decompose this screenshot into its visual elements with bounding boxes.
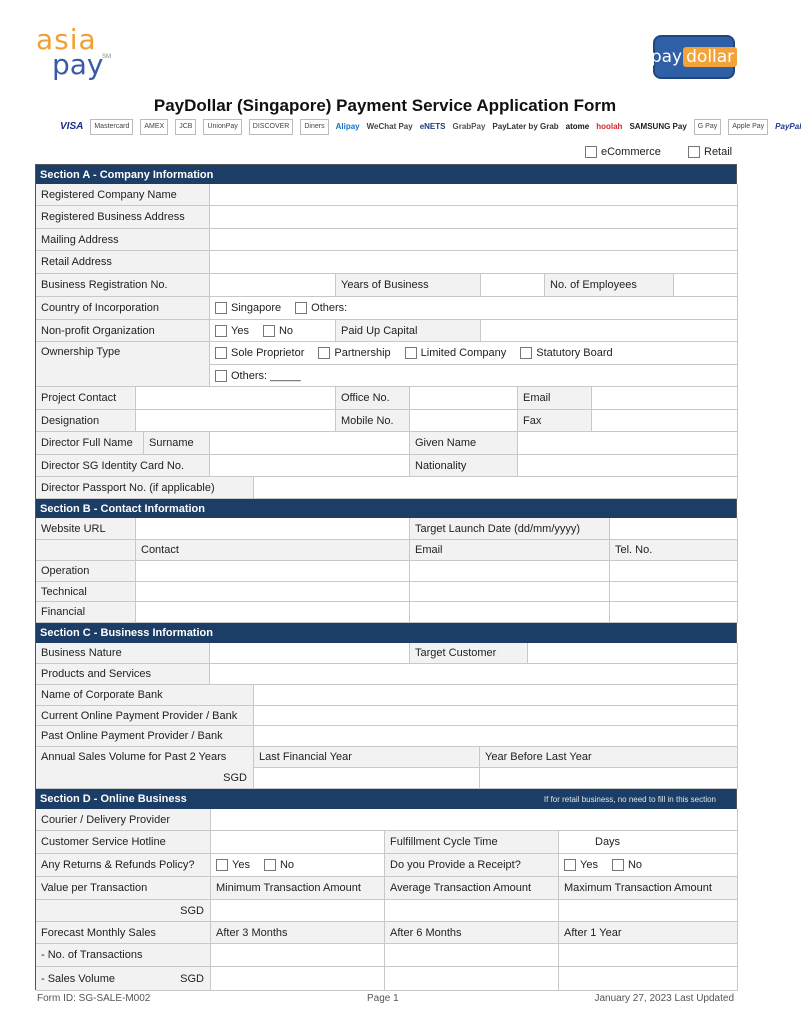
sales-vol-after1y-field[interactable] bbox=[559, 967, 738, 991]
sales-vol-sgd: SGD bbox=[180, 972, 204, 985]
form-id: Form ID: SG-SALE-M002 bbox=[37, 993, 151, 1004]
country-others-option[interactable] bbox=[295, 302, 347, 314]
technical-tel-field[interactable] bbox=[610, 582, 738, 602]
avg-amt-field[interactable] bbox=[385, 900, 559, 922]
mobile-no-field[interactable] bbox=[410, 410, 518, 432]
returns-label: Any Returns & Refunds Policy? bbox=[36, 854, 211, 877]
section-c-title: Section C - Business Information bbox=[40, 627, 213, 639]
partnership-checkbox[interactable] bbox=[318, 347, 330, 359]
no-tx-after6-field[interactable] bbox=[385, 944, 559, 967]
ownership-options bbox=[210, 342, 738, 365]
project-contact-field[interactable] bbox=[136, 387, 336, 410]
brand-discover: DISCOVER bbox=[249, 119, 294, 135]
asiapay-logo-bottom: pay bbox=[52, 48, 104, 81]
nonprofit-no-option[interactable] bbox=[263, 325, 293, 337]
retail-option[interactable] bbox=[688, 146, 732, 158]
section-c-header bbox=[36, 623, 736, 643]
partnership-option[interactable] bbox=[318, 347, 390, 359]
annual-sales-label: Annual Sales Volume for Past 2 Years bbox=[36, 747, 254, 789]
section-b-title: Section B - Contact Information bbox=[40, 502, 205, 515]
paydollar-logo-right: dollar bbox=[683, 47, 737, 67]
returns-yes-option[interactable] bbox=[216, 859, 250, 871]
singapore-label: Singapore bbox=[231, 302, 282, 314]
returns-yes-label: Yes bbox=[232, 859, 250, 871]
limited-checkbox[interactable] bbox=[405, 347, 417, 359]
retail-label: Retail bbox=[704, 146, 733, 158]
mobile-no-label: Mobile No. bbox=[336, 410, 410, 432]
last-updated: January 27, 2023 Last Updated bbox=[594, 993, 734, 1004]
brand-diners: Diners bbox=[300, 119, 328, 135]
ownership-label: Ownership Type bbox=[36, 342, 210, 387]
technical-label: Technical bbox=[36, 582, 136, 602]
min-amt-label: Minimum Transaction Amount bbox=[211, 877, 385, 900]
annual-sales-sgd: SGD bbox=[36, 768, 254, 789]
courier-field[interactable] bbox=[211, 809, 738, 831]
paid-up-label: Paid Up Capital bbox=[336, 320, 481, 342]
office-no-field[interactable] bbox=[410, 387, 518, 410]
financial-tel-field[interactable] bbox=[610, 602, 738, 623]
after6-label: After 6 Months bbox=[385, 922, 559, 944]
country-others-checkbox[interactable] bbox=[295, 302, 307, 314]
bank-label: Name of Corporate Bank bbox=[36, 685, 254, 706]
singapore-checkbox[interactable] bbox=[215, 302, 227, 314]
after3-label: After 3 Months bbox=[211, 922, 385, 944]
country-label: Country of Incorporation bbox=[36, 297, 210, 320]
asiapay-logo-top: asia bbox=[36, 23, 97, 56]
receipt-no-checkbox[interactable] bbox=[612, 859, 624, 871]
returns-yes-checkbox[interactable] bbox=[216, 859, 228, 871]
brand-grabpay: GrabPay bbox=[452, 122, 486, 131]
ownership-others-label: Others: _____ bbox=[231, 369, 301, 382]
no-tx-after1y-field[interactable] bbox=[559, 944, 738, 967]
years-label: Years of Business bbox=[336, 274, 481, 297]
min-amt-field[interactable] bbox=[211, 900, 385, 922]
receipt-label: Do you Provide a Receipt? bbox=[385, 854, 559, 877]
sales-vol-label bbox=[36, 967, 211, 991]
company-name-label: Registered Company Name bbox=[36, 184, 210, 206]
email-field[interactable] bbox=[592, 387, 738, 410]
ecommerce-checkbox[interactable] bbox=[585, 146, 597, 158]
surname-label: Surname bbox=[144, 432, 210, 455]
business-type-options bbox=[0, 146, 770, 160]
last-fy-field[interactable] bbox=[254, 768, 480, 789]
retail-address-field[interactable] bbox=[210, 251, 738, 274]
brand-enets: eNETS bbox=[419, 122, 446, 131]
website-field[interactable] bbox=[136, 518, 410, 540]
returns-no-option[interactable] bbox=[264, 859, 294, 871]
target-customer-field[interactable] bbox=[528, 643, 738, 664]
brand-visa: VISA bbox=[60, 121, 84, 132]
operation-label: Operation bbox=[36, 561, 136, 582]
fulfillment-days[interactable]: Days bbox=[559, 831, 738, 854]
given-name-label: Given Name bbox=[410, 432, 518, 455]
country-others-label: Others: bbox=[311, 302, 348, 314]
past-provider-label: Past Online Payment Provider / Bank bbox=[36, 726, 254, 747]
reg-no-field[interactable] bbox=[210, 274, 336, 297]
brand-jcb: JCB bbox=[175, 119, 196, 135]
singapore-option[interactable] bbox=[215, 302, 281, 314]
receipt-no-option[interactable] bbox=[612, 859, 642, 871]
given-name-field[interactable] bbox=[518, 432, 738, 455]
section-b-header bbox=[36, 499, 736, 518]
brand-gpay: G Pay bbox=[694, 119, 721, 135]
nonprofit-yes-checkbox[interactable] bbox=[215, 325, 227, 337]
operation-tel-field[interactable] bbox=[610, 561, 738, 582]
ecommerce-label: eCommerce bbox=[601, 146, 661, 158]
nonprofit-yes-option[interactable] bbox=[215, 325, 249, 337]
sales-vol-text: - Sales Volume bbox=[41, 972, 115, 985]
asiapay-logo bbox=[36, 23, 126, 86]
section-a-title: Section A - Company Information bbox=[40, 168, 214, 181]
paydollar-logo-left: pay bbox=[650, 47, 683, 67]
application-form bbox=[35, 164, 737, 990]
business-address-label: Registered Business Address bbox=[36, 206, 210, 229]
mailing-address-field[interactable] bbox=[210, 229, 738, 251]
year-before-field[interactable] bbox=[480, 768, 738, 789]
receipt-yes-option[interactable] bbox=[564, 859, 598, 871]
brand-unionpay: UnionPay bbox=[203, 119, 241, 135]
company-name-field[interactable] bbox=[210, 184, 738, 206]
brand-applepay: Apple Pay bbox=[728, 119, 768, 135]
returns-options bbox=[211, 854, 385, 877]
year-before-label: Year Before Last Year bbox=[480, 747, 738, 768]
launch-date-field[interactable] bbox=[610, 518, 738, 540]
forecast-label: Forecast Monthly Sales bbox=[36, 922, 211, 944]
no-tx-after3-field[interactable] bbox=[211, 944, 385, 967]
ecommerce-option[interactable] bbox=[585, 146, 661, 158]
receipt-yes-checkbox[interactable] bbox=[564, 859, 576, 871]
receipt-yes-label: Yes bbox=[580, 859, 598, 871]
limited-option[interactable] bbox=[405, 347, 507, 359]
max-amt-label: Maximum Transaction Amount bbox=[559, 877, 738, 900]
financial-email-field[interactable] bbox=[410, 602, 610, 623]
fulfillment-label: Fulfillment Cycle Time bbox=[385, 831, 559, 854]
nationality-field[interactable] bbox=[518, 455, 738, 477]
launch-date-label: Target Launch Date (dd/mm/yyyy) bbox=[410, 518, 610, 540]
ownership-others-checkbox[interactable] bbox=[215, 370, 227, 382]
partnership-label: Partnership bbox=[334, 347, 391, 359]
operation-contact-field[interactable] bbox=[136, 561, 410, 582]
nature-label: Business Nature bbox=[36, 643, 210, 664]
mailing-address-label: Mailing Address bbox=[36, 229, 210, 251]
page-title: PayDollar (Singapore) Payment Service Application Form bbox=[153, 96, 617, 115]
returns-no-label: No bbox=[279, 859, 295, 871]
office-no-label: Office No. bbox=[336, 387, 410, 410]
section-a-header bbox=[36, 165, 736, 184]
email-label: Email bbox=[518, 387, 592, 410]
financial-label: Financial bbox=[36, 602, 136, 623]
director-id-field[interactable] bbox=[210, 455, 410, 477]
statutory-checkbox[interactable] bbox=[520, 347, 532, 359]
section-d-title: Section D - Online Business bbox=[40, 793, 187, 805]
brand-mastercard: Mastercard bbox=[90, 119, 133, 135]
nature-field[interactable] bbox=[210, 643, 410, 664]
statutory-label: Statutory Board bbox=[536, 347, 613, 359]
reg-no-label: Business Registration No. bbox=[36, 274, 210, 297]
retail-checkbox[interactable] bbox=[688, 146, 700, 158]
receipt-options bbox=[559, 854, 738, 877]
asiapay-logo-tm: SM bbox=[102, 54, 111, 60]
hotline-field[interactable] bbox=[211, 831, 385, 854]
nationality-label: Nationality bbox=[410, 455, 518, 477]
statutory-option[interactable] bbox=[520, 347, 612, 359]
ownership-others-row bbox=[210, 365, 738, 387]
fax-field[interactable] bbox=[592, 410, 738, 432]
fax-label: Fax bbox=[518, 410, 592, 432]
brand-paylater: PayLater by Grab bbox=[492, 122, 559, 131]
products-field[interactable] bbox=[210, 664, 738, 685]
paid-up-field[interactable] bbox=[481, 320, 738, 342]
country-options bbox=[210, 297, 738, 320]
passport-field[interactable] bbox=[254, 477, 738, 499]
retail-address-label: Retail Address bbox=[36, 251, 210, 274]
current-provider-field[interactable] bbox=[254, 706, 738, 726]
sole-checkbox[interactable] bbox=[215, 347, 227, 359]
sole-option[interactable] bbox=[215, 347, 304, 359]
no-tx-label: - No. of Transactions bbox=[36, 944, 211, 967]
nonprofit-label: Non-profit Organization bbox=[36, 320, 210, 342]
contact-header-blank bbox=[36, 540, 136, 561]
nonprofit-options bbox=[210, 320, 336, 342]
employees-label: No. of Employees bbox=[545, 274, 674, 297]
business-address-field[interactable] bbox=[210, 206, 738, 229]
value-per-tx-label: Value per Transaction bbox=[36, 877, 211, 900]
courier-label: Courier / Delivery Provider bbox=[36, 809, 211, 831]
passport-label: Director Passport No. (if applicable) bbox=[36, 477, 254, 499]
brand-alipay: Alipay bbox=[335, 122, 360, 131]
current-provider-label: Current Online Payment Provider / Bank bbox=[36, 706, 254, 726]
project-contact-label: Project Contact bbox=[36, 387, 136, 410]
receipt-no-label: No bbox=[627, 859, 643, 871]
last-fy-label: Last Financial Year bbox=[254, 747, 480, 768]
sales-vol-after3-field[interactable] bbox=[211, 967, 385, 991]
tel-column-header: Tel. No. bbox=[610, 540, 738, 561]
years-field[interactable] bbox=[481, 274, 545, 297]
employees-field[interactable] bbox=[674, 274, 738, 297]
nonprofit-no-label: No bbox=[278, 324, 294, 337]
brand-samsung-pay: SAMSUNG Pay bbox=[629, 122, 687, 131]
avg-amt-label: Average Transaction Amount bbox=[385, 877, 559, 900]
hotline-label: Customer Service Hotline bbox=[36, 831, 211, 854]
director-name-label: Director Full Name bbox=[36, 432, 144, 455]
sales-vol-after6-field[interactable] bbox=[385, 967, 559, 991]
brand-paypal: PayPal bbox=[775, 122, 801, 131]
technical-contact-field[interactable] bbox=[136, 582, 410, 602]
email-column-header: Email bbox=[410, 540, 610, 561]
section-d-note: If for retail business, no need to fill in this section bbox=[543, 794, 716, 804]
director-id-label: Director SG Identity Card No. bbox=[36, 455, 210, 477]
past-provider-field[interactable] bbox=[254, 726, 738, 747]
ownership-others-option[interactable] bbox=[215, 370, 301, 382]
sole-label: Sole Proprietor bbox=[231, 347, 305, 359]
target-customer-label: Target Customer bbox=[410, 643, 528, 664]
website-label: Website URL bbox=[36, 518, 136, 540]
limited-label: Limited Company bbox=[420, 347, 507, 359]
after1y-label: After 1 Year bbox=[559, 922, 738, 944]
brand-wechat: WeChat Pay bbox=[366, 122, 413, 131]
contact-column-header: Contact bbox=[136, 540, 410, 561]
designation-field[interactable] bbox=[136, 410, 336, 432]
nonprofit-yes-label: Yes bbox=[231, 324, 249, 337]
brand-atome: atome bbox=[565, 122, 590, 131]
operation-email-field[interactable] bbox=[410, 561, 610, 582]
section-d-header bbox=[36, 789, 736, 809]
paydollar-logo bbox=[650, 35, 735, 79]
designation-label: Designation bbox=[36, 410, 136, 432]
technical-email-field[interactable] bbox=[410, 582, 610, 602]
brand-hoolah: hoolah bbox=[596, 122, 623, 131]
bank-field[interactable] bbox=[254, 685, 738, 706]
financial-contact-field[interactable] bbox=[136, 602, 410, 623]
value-per-tx-sgd: SGD bbox=[36, 900, 211, 922]
surname-field[interactable] bbox=[210, 432, 410, 455]
brand-amex: AMEX bbox=[140, 119, 168, 135]
returns-no-checkbox[interactable] bbox=[264, 859, 276, 871]
max-amt-field[interactable] bbox=[559, 900, 738, 922]
products-label: Products and Services bbox=[36, 664, 210, 685]
nonprofit-no-checkbox[interactable] bbox=[263, 325, 275, 337]
page-number: Page 1 bbox=[367, 993, 399, 1004]
payment-brand-strip bbox=[60, 118, 801, 136]
